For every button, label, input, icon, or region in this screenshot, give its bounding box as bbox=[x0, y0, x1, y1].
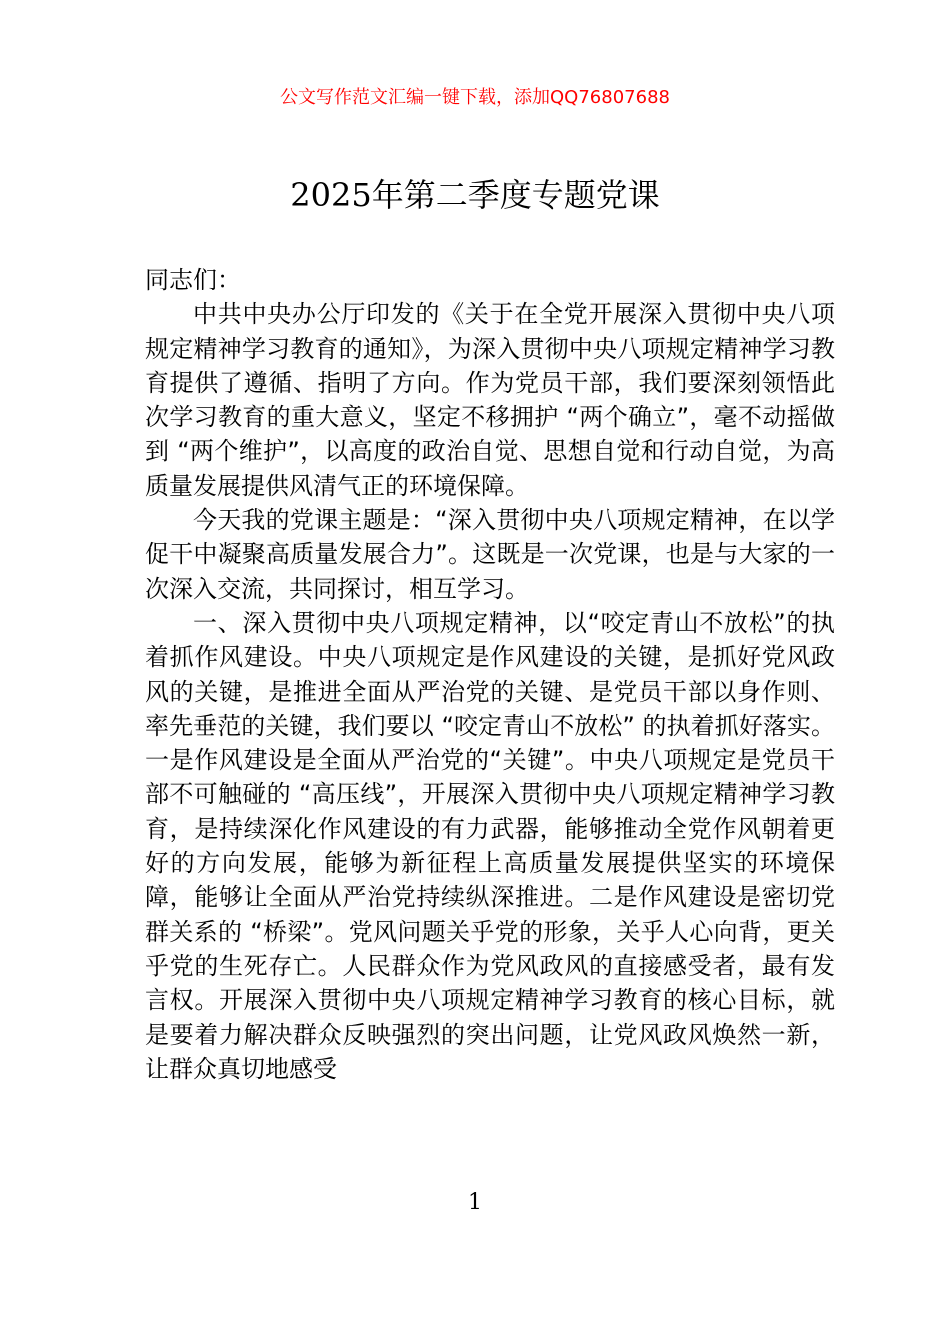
salutation: 同志们： bbox=[145, 266, 241, 294]
page-number: 1 bbox=[468, 1190, 482, 1215]
paragraph-section-one: 一、深入贯彻中央八项规定精神，以“咬定青山不放松”的执着抓作风建设。中央八项规定是作风建设的关键，是抓好党风政风的关键，是推进全面从严治党的关键、是党员干部以身作则、率先垂范的关键，我们要以 “咬定青山不放松” 的执着抓好落实。一是作风建设是全面从严治党的“关键”。中央八项规定是党员干部不可触碰的 “高压线”，开展深入贯彻中央八项规定精神学习教育，是持续深化作风建设的有力武器，能够推动全党作风朝着更好的方向发展，能够为新征程上高质量发展提供坚实的环境保障，能够让全面从严治党持续纵深推进。二是作风建设是密切党群关系的 “桥梁”。党风问题关乎党的形象，关乎人心向背，更关乎党的生死存亡。人民群众作为党风政风的直接感受者，最有发言权。开展深入贯彻中央八项规定精神学习教育的核心目标，就是要着力解决群众反映强烈的突出问题，让党风政风焕然一新，让群众真切地感受 bbox=[145, 608, 835, 1083]
paragraph-theme: 今天我的党课主题是：“深入贯彻中央八项规定精神，在以学促干中凝聚高质量发展合力”。这既是一次党课，也是与大家的一次深入交流，共同探讨，相互学习。 bbox=[145, 506, 835, 603]
header-download-note: 公文写作范文汇编一键下载，添加QQ76807688 bbox=[280, 87, 670, 108]
paragraph-intro: 中共中央办公厅印发的《关于在全党开展深入贯彻中央八项规定精神学习教育的通知》，为深入贯彻中央八项规定精神学习教育提供了遵循、指明了方向。作为党员干部，我们要深刻领悟此次学习教育的重大意义，坚定不移拥护 “两个确立”，毫不动摇做到 “两个维护”，以高度的政治自觉、思想自觉和行动自觉，为高质量发展提供风清气正的环境保障。 bbox=[145, 300, 835, 500]
document-body bbox=[145, 263, 835, 1086]
document-title: 2025年第二季度专题党课 bbox=[290, 176, 660, 214]
